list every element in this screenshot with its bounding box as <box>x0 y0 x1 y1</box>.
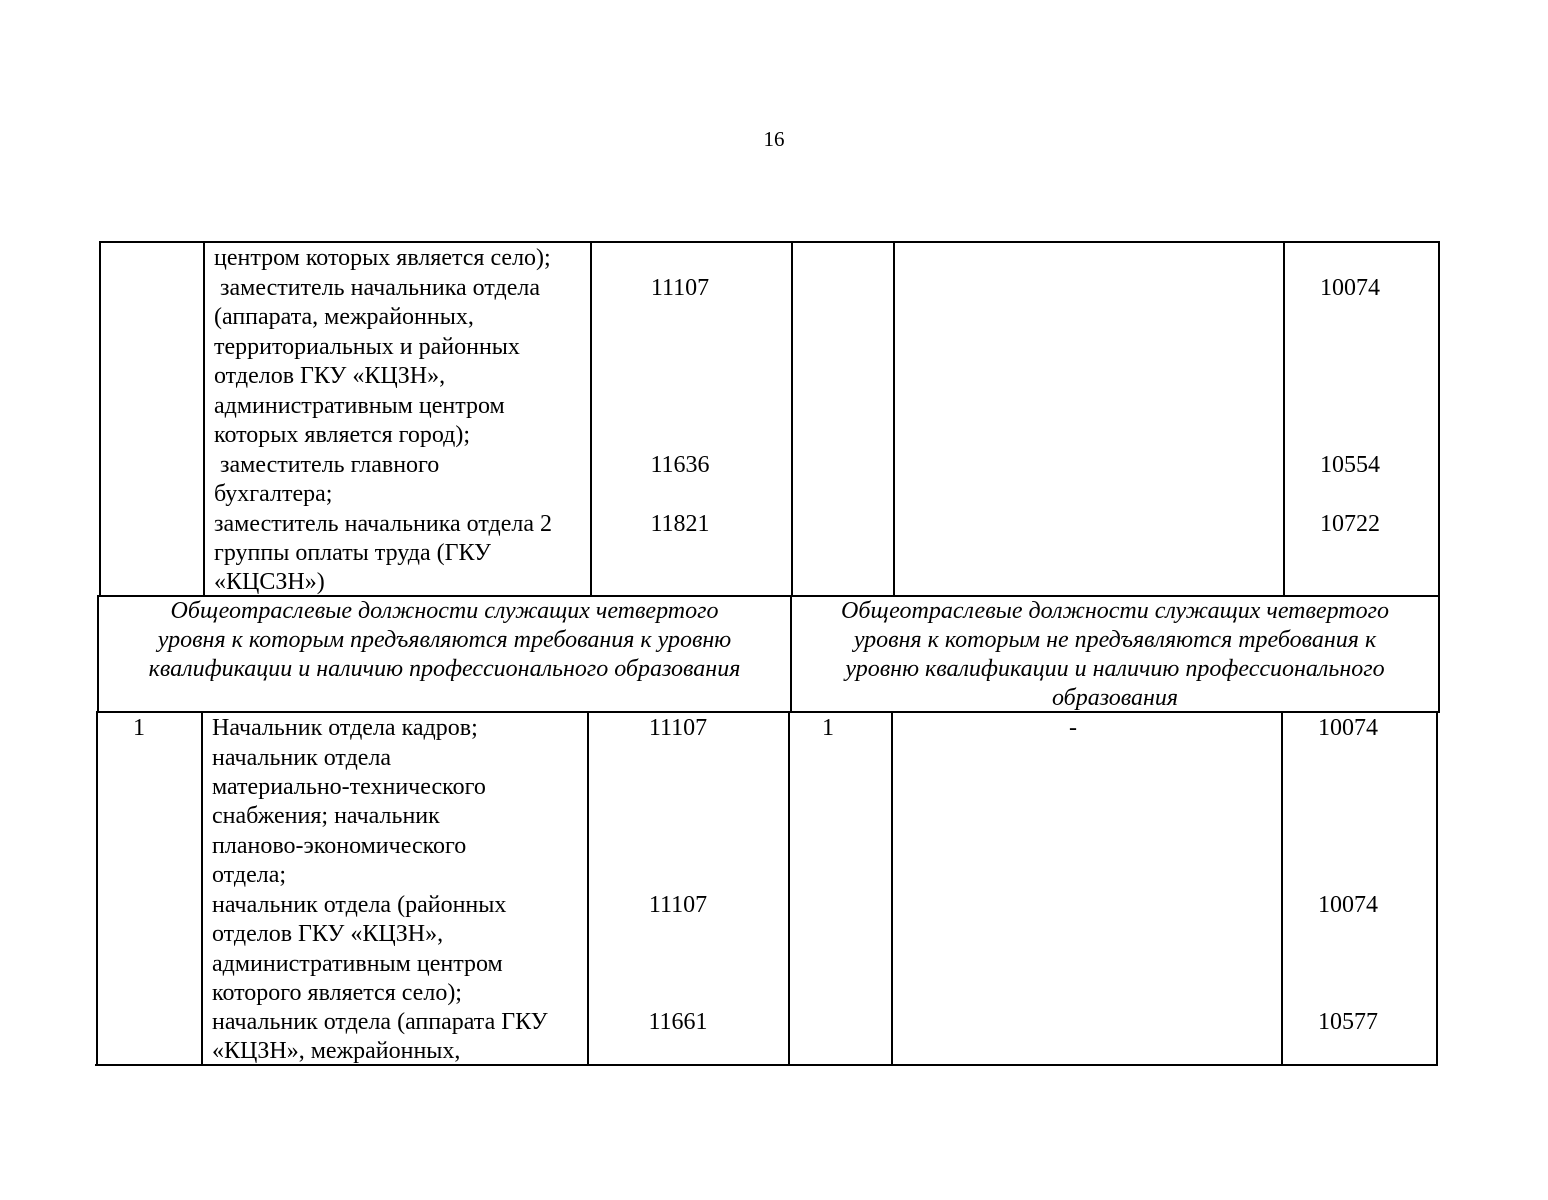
text-line: территориальных и районных <box>214 334 520 360</box>
row-index-right: 1 <box>822 715 834 741</box>
heading-line: Общеотраслевые должности служащих четвертого <box>841 598 1389 624</box>
table-top-border <box>99 241 1440 243</box>
text-line: планово-экономического <box>212 833 467 859</box>
heading-line: уровню квалификации и наличию профессионального <box>845 656 1385 682</box>
text-line: начальник отдела (аппарата ГКУ <box>212 1009 548 1035</box>
text-line: группы оплаты труда (ГКУ <box>214 540 492 566</box>
heading-line: Общеотраслевые должности служащих четвертого <box>170 598 719 624</box>
text-line: Начальник отдела кадров; <box>212 715 478 741</box>
text-line: которого является село); <box>212 980 462 1006</box>
text-line: начальник отдела (районных <box>212 892 507 918</box>
amount-value: 10554 <box>1320 452 1380 478</box>
heading-line: образования <box>1051 685 1179 711</box>
heading-line: уровня к которым предъявляются требования к уровню <box>157 627 732 653</box>
text-line: отделов ГКУ «КЦЗН», <box>212 921 444 947</box>
right-border-header <box>1438 595 1440 713</box>
amount-value: 10722 <box>1320 511 1380 537</box>
text-line: отдела; <box>212 862 287 888</box>
text-line: «КЦСЗН») <box>214 569 325 595</box>
code-value: 11107 <box>650 275 710 301</box>
text-line: снабжения; начальник <box>212 803 440 829</box>
left-border-top <box>99 241 101 597</box>
amount-value: 10074 <box>1318 892 1378 918</box>
text-line: центром которых является село); <box>214 245 551 271</box>
code-value: 11636 <box>650 452 710 478</box>
amount-value: 10577 <box>1318 1009 1378 1035</box>
code-value: 11821 <box>650 511 710 537</box>
text-line: заместитель главного <box>214 452 440 478</box>
text-line: административным центром <box>214 393 505 419</box>
text-line: начальник отдела <box>212 745 392 771</box>
text-line: бухгалтера; <box>214 481 333 507</box>
amount-value: 10074 <box>1318 715 1378 741</box>
text-line: (аппарата, межрайонных, <box>214 304 474 330</box>
amount-value: 10074 <box>1320 275 1380 301</box>
text-line: административным центром <box>212 951 503 977</box>
col-index-divider-bottom <box>201 711 203 1066</box>
heading-line: квалификации и наличию профессионального образования <box>148 656 741 682</box>
text-line: материально-технического <box>212 774 486 800</box>
code-value: 11661 <box>648 1009 708 1035</box>
center-divider-top <box>791 241 793 597</box>
right-border-bottom <box>1436 711 1438 1066</box>
col-right-index-divider-top <box>893 241 895 597</box>
right-position-dash: - <box>1069 715 1077 741</box>
code-value: 11107 <box>648 715 708 741</box>
center-divider-bottom <box>788 711 790 1066</box>
col-name-divider-bottom <box>587 711 589 1066</box>
col-index-divider-top <box>203 241 205 597</box>
col-name-divider-top <box>590 241 592 597</box>
col-right-index-divider-bottom <box>891 711 893 1066</box>
page-number: 16 <box>763 127 785 151</box>
text-line: заместитель начальника отдела <box>214 275 540 301</box>
right-border-top <box>1438 241 1440 597</box>
heading-line: уровня к которым не предъявляются требования к <box>853 627 1377 653</box>
text-line: заместитель начальника отдела 2 <box>214 511 552 537</box>
text-line: которых является город); <box>214 422 471 448</box>
text-line: отделов ГКУ «КЦЗН», <box>214 363 446 389</box>
code-value: 11107 <box>648 892 708 918</box>
left-border-bottom <box>96 711 98 1066</box>
text-line: «КЦЗН», межрайонных, <box>212 1038 461 1064</box>
row-index-left: 1 <box>133 715 145 741</box>
